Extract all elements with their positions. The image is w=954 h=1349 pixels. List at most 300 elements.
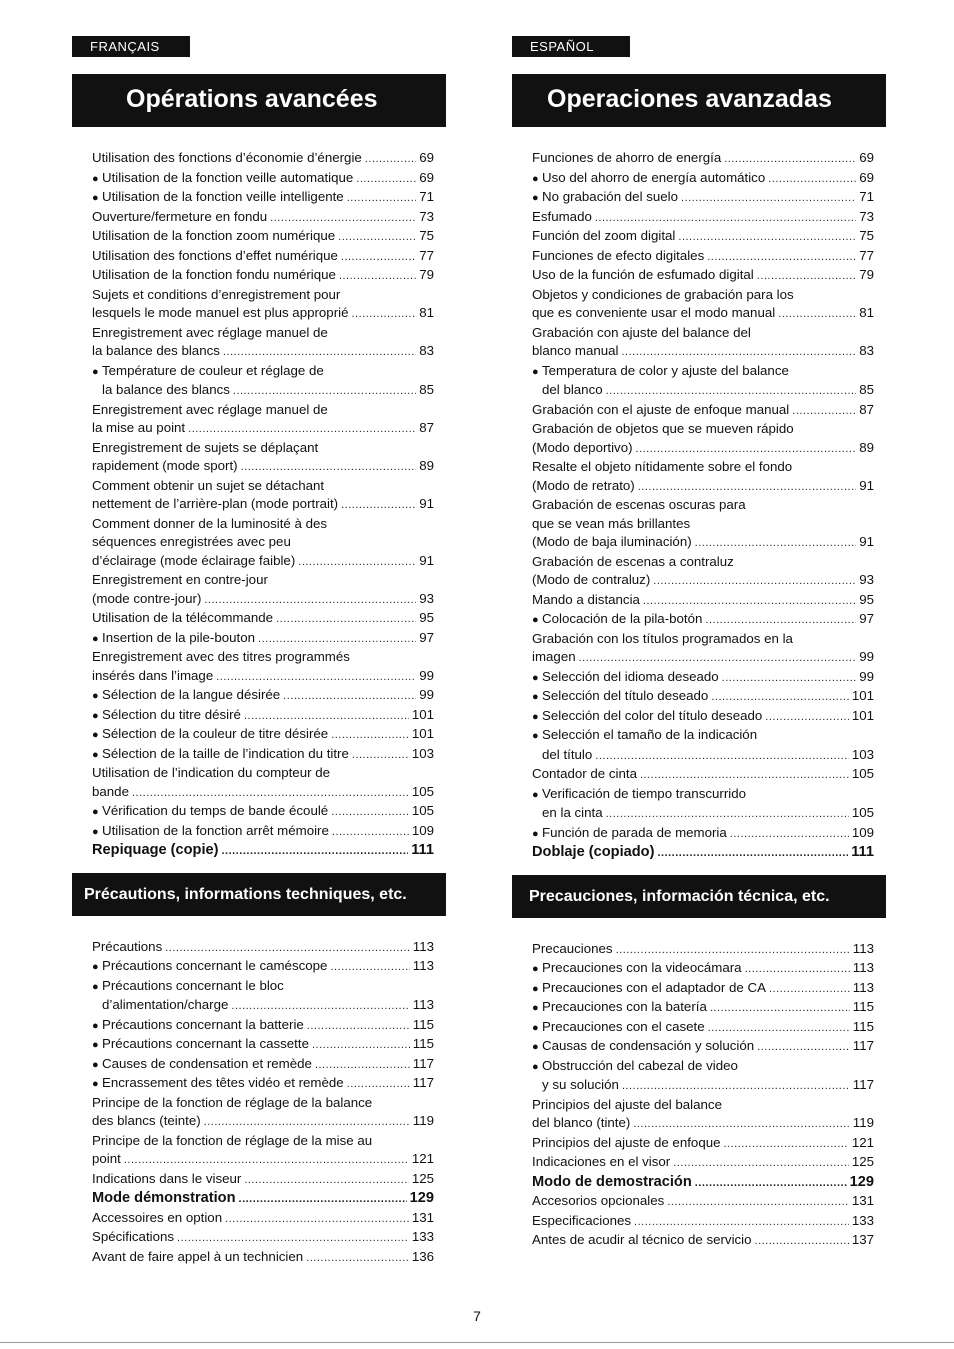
toc-entry-title: (Modo de baja iluminación) bbox=[532, 534, 692, 549]
toc-entry bbox=[92, 169, 434, 189]
toc-entry bbox=[532, 785, 874, 805]
toc-entry-page: 109 bbox=[411, 822, 434, 838]
bullet-icon: ● bbox=[92, 1058, 99, 1071]
dot-leader bbox=[341, 496, 416, 515]
toc-entry-title: Colocación de la pila-botón bbox=[542, 611, 703, 626]
toc-entry-page: 119 bbox=[412, 1113, 434, 1128]
dot-leader bbox=[606, 382, 857, 401]
toc-entry bbox=[532, 610, 874, 630]
bullet-icon: ● bbox=[92, 748, 99, 761]
toc-entry bbox=[92, 1170, 434, 1190]
dot-leader bbox=[283, 687, 416, 706]
toc-entry-title: Enregistrement avec des titres programmés bbox=[92, 649, 350, 664]
toc-entry bbox=[92, 419, 434, 439]
dot-leader bbox=[643, 592, 856, 611]
toc-entry-title: d’éclairage (mode éclairage faible) bbox=[92, 552, 296, 568]
toc-entry bbox=[532, 381, 874, 401]
toc-entry-page: 83 bbox=[859, 343, 874, 358]
toc-entry-title: rapidement (mode sport) bbox=[92, 458, 238, 473]
toc-entry bbox=[532, 266, 874, 286]
toc-entry-title: Uso del ahorro de energía automático bbox=[542, 169, 766, 185]
toc-entry-title: bande bbox=[92, 783, 129, 799]
dot-leader bbox=[730, 825, 849, 844]
dot-leader bbox=[711, 688, 848, 707]
toc-entry-title: d’alimentation/charge bbox=[102, 997, 229, 1012]
toc-entry-page: 101 bbox=[851, 707, 874, 723]
bullet-icon: ● bbox=[92, 980, 99, 993]
toc-entry-title: Selección el tamaño de la indicación bbox=[542, 727, 758, 742]
toc-entry bbox=[92, 495, 434, 515]
toc-entry-title: y su solución bbox=[542, 1077, 619, 1092]
dot-leader bbox=[258, 630, 416, 649]
toc-entry-page: 89 bbox=[419, 458, 434, 473]
toc-entry-page: 115 bbox=[852, 999, 874, 1014]
toc-entry bbox=[532, 1057, 874, 1077]
toc-entry bbox=[532, 1096, 874, 1115]
toc-entry bbox=[92, 1132, 434, 1151]
bullet-icon: ● bbox=[92, 825, 99, 838]
toc-entry-page: 83 bbox=[419, 343, 434, 358]
toc-entry-title: Utilisation des fonctions d’économie d’énergie bbox=[92, 150, 362, 165]
dot-leader bbox=[225, 1210, 409, 1229]
toc-entry bbox=[92, 1035, 434, 1055]
dot-leader bbox=[244, 707, 409, 726]
toc-entry-title: Objetos y condiciones de grabación para los bbox=[532, 286, 794, 302]
bullet-icon: ● bbox=[532, 788, 539, 801]
dot-leader bbox=[708, 1019, 850, 1038]
toc-entry-page: 85 bbox=[419, 382, 434, 397]
toc-entry bbox=[92, 1094, 434, 1113]
toc-entry bbox=[532, 188, 874, 208]
toc-entry-title: Uso de la función de esfumado digital bbox=[532, 267, 754, 282]
toc-entry bbox=[92, 401, 434, 420]
dot-leader bbox=[768, 170, 856, 189]
toc-entry-title: Selección del idioma deseado bbox=[542, 668, 719, 684]
toc-entry-page: 69 bbox=[859, 150, 874, 165]
toc-entry-page: 121 bbox=[851, 1134, 874, 1150]
toc-entry-title: del blanco (tinte) bbox=[532, 1115, 631, 1130]
toc-entry-title: imagen bbox=[532, 649, 576, 664]
toc-entry-title: Especificaciones bbox=[532, 1212, 632, 1228]
toc-entry bbox=[92, 266, 434, 286]
toc-entry bbox=[92, 609, 434, 629]
toc-entry-title: lesquels le mode manuel est plus approprié bbox=[92, 305, 349, 320]
bullet-icon: ● bbox=[532, 365, 539, 378]
dot-leader bbox=[673, 1154, 849, 1173]
toc-entry-title: Enregistrement en contre-jour bbox=[92, 572, 268, 587]
toc-entry-page: 93 bbox=[419, 590, 434, 606]
toc-entry-page: 111 bbox=[851, 844, 874, 860]
toc-entry-page: 105 bbox=[851, 805, 874, 820]
dot-leader bbox=[622, 1077, 850, 1096]
toc-entry bbox=[92, 477, 434, 496]
toc-entry-page: 99 bbox=[859, 668, 874, 684]
dot-leader bbox=[244, 1171, 409, 1190]
toc-entry bbox=[532, 824, 874, 844]
bullet-icon: ● bbox=[532, 730, 539, 742]
bullet-icon: ● bbox=[532, 1002, 539, 1014]
toc-entry-title: Precauciones con la videocámara bbox=[542, 960, 742, 975]
toc-entry-title: Grabación con ajuste del balance del bbox=[532, 324, 751, 340]
dot-leader bbox=[347, 189, 417, 208]
toc-entry-title: (Modo de contraluz) bbox=[532, 572, 651, 587]
dot-leader bbox=[792, 402, 856, 421]
toc-entry bbox=[92, 439, 434, 458]
toc-entry bbox=[92, 1209, 434, 1229]
bullet-icon: ● bbox=[92, 192, 99, 204]
dot-leader bbox=[769, 980, 850, 999]
toc-list-advanced-operations-french bbox=[72, 149, 448, 861]
dot-leader bbox=[223, 343, 416, 362]
dot-leader bbox=[339, 267, 416, 286]
bullet-icon: ● bbox=[92, 172, 99, 185]
section-title-advanced-operations-spanish: Operaciones avanzadas bbox=[512, 74, 886, 127]
dot-leader bbox=[640, 766, 849, 785]
toc-entry-title: Doblaje (copiado) bbox=[532, 844, 655, 860]
dot-leader bbox=[352, 746, 409, 765]
toc-entry bbox=[92, 1055, 434, 1075]
toc-entry bbox=[532, 1037, 874, 1057]
toc-entry-page: 99 bbox=[419, 667, 434, 683]
toc-entry bbox=[532, 553, 874, 572]
toc-entry-title: Principe de la fonction de réglage de la balance bbox=[92, 1094, 373, 1110]
dot-leader bbox=[681, 189, 856, 208]
toc-entry bbox=[532, 324, 874, 343]
toc-entry-title: Avant de faire appel à un technicien bbox=[92, 1248, 304, 1264]
toc-entry bbox=[532, 420, 874, 439]
bullet-icon: ● bbox=[92, 632, 99, 645]
bullet-icon: ● bbox=[92, 690, 99, 702]
toc-list-precautions-french bbox=[72, 938, 448, 1268]
dot-leader bbox=[579, 649, 857, 668]
toc-entry-page: 79 bbox=[859, 267, 874, 282]
dot-leader bbox=[695, 534, 857, 553]
toc-entry-title: Utilisation des fonctions d’effet numérique bbox=[92, 247, 338, 263]
toc-entry-title: Encrassement des têtes vidéo et remède bbox=[102, 1075, 344, 1090]
toc-entry-title: Principe de la fonction de réglage de la mise au bbox=[92, 1132, 373, 1148]
toc-entry-page: 91 bbox=[859, 477, 874, 493]
toc-entry bbox=[532, 843, 874, 863]
toc-entry-page: 115 bbox=[412, 1036, 434, 1051]
footer-rule bbox=[0, 1342, 954, 1343]
toc-entry bbox=[92, 362, 434, 382]
toc-entry bbox=[532, 998, 874, 1018]
bullet-icon: ● bbox=[92, 806, 99, 818]
toc-entry-page: 69 bbox=[419, 150, 434, 165]
toc-entry-page: 136 bbox=[411, 1248, 434, 1264]
toc-entry-page: 97 bbox=[419, 629, 434, 645]
dot-leader bbox=[165, 939, 410, 958]
toc-entry bbox=[532, 169, 874, 189]
dot-leader bbox=[755, 1232, 849, 1251]
toc-entry-title: Grabación con los títulos programados en la bbox=[532, 630, 793, 646]
toc-entry bbox=[92, 533, 434, 552]
toc-entry-page: 113 bbox=[852, 960, 874, 975]
toc-entry-title: Utilisation de la télécommande bbox=[92, 610, 274, 625]
toc-entry-title: Utilisation de la fonction zoom numérique bbox=[92, 228, 336, 243]
toc-entry-page: 99 bbox=[859, 649, 874, 664]
dot-leader bbox=[332, 823, 409, 842]
toc-entry-page: 117 bbox=[852, 1077, 874, 1092]
toc-entry-title: Precauciones bbox=[532, 940, 613, 956]
toc-entry bbox=[532, 401, 874, 421]
toc-entry bbox=[532, 515, 874, 534]
toc-entry-page: 105 bbox=[851, 766, 874, 781]
dot-leader bbox=[616, 941, 850, 960]
toc-entry-title: Comment donner de la luminosité à des bbox=[92, 515, 328, 531]
toc-entry-page: 117 bbox=[412, 1075, 434, 1090]
toc-entry-title: Sujets et conditions d’enregistrement pour bbox=[92, 286, 341, 302]
toc-entry-title: Precauciones con el casete bbox=[542, 1018, 705, 1034]
toc-entry-title: Selección del color del título deseado bbox=[542, 707, 763, 723]
toc-entry bbox=[92, 629, 434, 649]
dot-leader bbox=[312, 1036, 410, 1055]
toc-entry-page: 75 bbox=[419, 228, 434, 243]
toc-entry-page: 71 bbox=[419, 189, 434, 204]
toc-entry-title: Precauciones con la batería bbox=[542, 999, 707, 1014]
toc-entry-page: 101 bbox=[851, 688, 874, 703]
toc-entry-title: Enregistrement avec réglage manuel de bbox=[92, 324, 328, 340]
dot-leader bbox=[315, 1056, 410, 1075]
dot-leader bbox=[634, 1213, 849, 1232]
toc-entry-title: la mise au point bbox=[92, 420, 186, 435]
bullet-icon: ● bbox=[92, 1078, 99, 1090]
toc-entry bbox=[532, 439, 874, 459]
dot-leader bbox=[338, 228, 416, 247]
toc-entry-page: 91 bbox=[859, 534, 874, 549]
toc-entry bbox=[532, 746, 874, 766]
toc-entry-title: que es conveniente usar el modo manual bbox=[532, 305, 776, 320]
toc-entry-page: 87 bbox=[859, 401, 874, 417]
dot-leader bbox=[778, 305, 856, 324]
dot-leader bbox=[124, 1151, 409, 1170]
toc-entry bbox=[532, 804, 874, 824]
toc-entry-title: Insertion de la pile-bouton bbox=[102, 629, 256, 645]
dot-leader bbox=[657, 844, 848, 863]
toc-entry bbox=[92, 977, 434, 997]
toc-entry bbox=[92, 841, 434, 861]
bullet-icon: ● bbox=[532, 710, 539, 723]
toc-entry bbox=[532, 1173, 874, 1193]
toc-entry bbox=[532, 707, 874, 727]
toc-entry-title: Spécifications bbox=[92, 1229, 175, 1244]
toc-entry bbox=[92, 515, 434, 534]
toc-entry-title: del blanco bbox=[542, 382, 603, 397]
toc-entry-page: 117 bbox=[412, 1055, 434, 1071]
toc-entry bbox=[92, 286, 434, 305]
dot-leader bbox=[745, 960, 850, 979]
toc-entry-title: Indications dans le viseur bbox=[92, 1170, 242, 1186]
dot-leader bbox=[233, 382, 416, 401]
toc-entry bbox=[92, 227, 434, 247]
dot-leader bbox=[241, 458, 417, 477]
bullet-icon: ● bbox=[532, 614, 539, 626]
toc-entry-page: 113 bbox=[852, 940, 874, 956]
toc-list-advanced-operations-spanish bbox=[512, 149, 888, 863]
toc-entry bbox=[532, 342, 874, 362]
toc-entry-page: 101 bbox=[411, 726, 434, 741]
dot-leader bbox=[341, 248, 416, 267]
toc-entry bbox=[92, 996, 434, 1016]
toc-entry-title: Principios del ajuste de enfoque bbox=[532, 1134, 721, 1150]
toc-entry-title: Sélection du titre désiré bbox=[102, 706, 241, 722]
toc-entry-title: (Modo deportivo) bbox=[532, 439, 633, 455]
page-number: 7 bbox=[473, 1308, 481, 1324]
toc-entry-title: Précautions concernant le caméscope bbox=[102, 958, 328, 973]
toc-entry-page: 125 bbox=[411, 1170, 434, 1186]
toc-entry-page: 81 bbox=[419, 305, 434, 320]
toc-entry-page: 131 bbox=[851, 1193, 874, 1208]
dot-leader bbox=[222, 842, 409, 861]
bullet-icon: ● bbox=[92, 1019, 99, 1032]
toc-entry bbox=[532, 1076, 874, 1096]
toc-entry-title: Accesorios opcionales bbox=[532, 1193, 665, 1208]
dot-leader bbox=[653, 572, 856, 591]
toc-entry bbox=[532, 1212, 874, 1232]
dot-leader bbox=[705, 611, 856, 630]
toc-entry bbox=[532, 1018, 874, 1038]
toc-entry-page: 113 bbox=[412, 958, 434, 973]
toc-entry-title: Causas de condensación y solución bbox=[542, 1038, 755, 1053]
toc-entry bbox=[92, 957, 434, 977]
dot-leader bbox=[622, 343, 857, 362]
toc-entry-title: Resalte el objeto nítidamente sobre el fondo bbox=[532, 459, 793, 474]
toc-entry-page: 73 bbox=[859, 208, 874, 224]
toc-entry-page: 103 bbox=[411, 745, 434, 761]
dot-leader bbox=[204, 1113, 410, 1132]
toc-entry-title: Enregistrement de sujets se déplaçant bbox=[92, 439, 319, 455]
dot-leader bbox=[722, 669, 857, 688]
toc-entry-page: 77 bbox=[419, 247, 434, 263]
section-title-precautions-french: Précautions, informations techniques, etc. bbox=[72, 873, 446, 916]
dot-leader bbox=[724, 1135, 849, 1154]
toc-entry bbox=[532, 571, 874, 591]
dot-leader bbox=[307, 1017, 410, 1036]
toc-entry-title: Mode démonstration bbox=[92, 1190, 236, 1206]
toc-entry bbox=[92, 571, 434, 590]
toc-entry-title: Función del zoom digital bbox=[532, 228, 676, 243]
bullet-icon: ● bbox=[532, 192, 539, 204]
toc-entry-title: Précautions concernant la cassette bbox=[102, 1036, 309, 1051]
toc-entry-page: 99 bbox=[419, 687, 434, 702]
bullet-icon: ● bbox=[532, 1060, 539, 1073]
toc-entry-page: 119 bbox=[852, 1115, 874, 1130]
toc-entry-title: Utilisation de la fonction arrêt mémoire bbox=[102, 822, 329, 838]
toc-entry-page: 95 bbox=[859, 591, 874, 607]
toc-entry bbox=[92, 1112, 434, 1132]
toc-entry-title: Ouverture/fermeture en fondu bbox=[92, 208, 268, 224]
toc-entry bbox=[92, 342, 434, 362]
toc-entry bbox=[532, 668, 874, 688]
toc-entry-page: 115 bbox=[852, 1018, 874, 1034]
dot-leader bbox=[239, 1190, 407, 1209]
toc-entry bbox=[532, 1114, 874, 1134]
dot-leader bbox=[231, 997, 409, 1016]
toc-entry-page: 133 bbox=[411, 1229, 434, 1244]
toc-entry-page: 97 bbox=[859, 611, 874, 626]
toc-entry-title: Utilisation de la fonction veille intelligente bbox=[102, 189, 344, 204]
toc-entry-title: Temperatura de color y ajuste del balance bbox=[542, 362, 789, 378]
toc-entry-title: Grabación de escenas a contraluz bbox=[532, 553, 734, 569]
dot-leader bbox=[132, 784, 409, 803]
toc-entry-page: 95 bbox=[419, 610, 434, 625]
toc-entry-page: 117 bbox=[852, 1038, 874, 1053]
toc-entry-title: Verificación de tiempo transcurrido bbox=[542, 785, 746, 801]
toc-entry-page: 137 bbox=[851, 1232, 874, 1247]
toc-entry bbox=[92, 381, 434, 401]
toc-entry bbox=[532, 648, 874, 668]
dot-leader bbox=[188, 420, 416, 439]
toc-entry-page: 93 bbox=[859, 572, 874, 587]
toc-entry bbox=[92, 149, 434, 169]
toc-entry bbox=[92, 667, 434, 687]
toc-entry-title: la balance des blancs bbox=[102, 382, 230, 397]
toc-entry-title: (mode contre-jour) bbox=[92, 590, 202, 606]
toc-entry bbox=[532, 286, 874, 305]
toc-entry-title: la balance des blancs bbox=[92, 343, 220, 358]
dot-leader bbox=[678, 228, 856, 247]
toc-entry bbox=[532, 227, 874, 247]
toc-entry-title: en la cinta bbox=[542, 805, 603, 820]
toc-entry-title: Mando a distancia bbox=[532, 591, 640, 607]
section-title-advanced-operations-french: Opérations avancées bbox=[72, 74, 446, 127]
dot-leader bbox=[365, 150, 416, 169]
bullet-icon: ● bbox=[532, 827, 539, 840]
dot-leader bbox=[667, 1193, 849, 1212]
dot-leader bbox=[710, 999, 850, 1018]
toc-entry-title: Repiquage (copie) bbox=[92, 842, 219, 858]
toc-entry bbox=[92, 938, 434, 958]
dot-leader bbox=[633, 1115, 849, 1134]
toc-entry bbox=[92, 304, 434, 324]
toc-entry-title: Grabación con el ajuste de enfoque manual bbox=[532, 401, 790, 417]
toc-entry bbox=[532, 477, 874, 497]
toc-entry-title: Esfumado bbox=[532, 208, 592, 224]
toc-entry-title: (Modo de retrato) bbox=[532, 477, 635, 493]
toc-entry-page: 81 bbox=[859, 305, 874, 320]
dot-leader bbox=[331, 726, 409, 745]
toc-entry-title: del título bbox=[542, 746, 593, 762]
toc-entry bbox=[532, 687, 874, 707]
toc-entry bbox=[532, 765, 874, 785]
toc-entry-title: Précautions concernant le bloc bbox=[102, 977, 284, 993]
toc-entry bbox=[532, 533, 874, 553]
toc-entry bbox=[532, 1134, 874, 1154]
toc-entry-title: Principios del ajuste del balance bbox=[532, 1096, 722, 1112]
toc-entry bbox=[92, 208, 434, 228]
section-title-precautions-spanish: Precauciones, información técnica, etc. bbox=[512, 875, 886, 918]
toc-entry bbox=[532, 496, 874, 515]
toc-entry-page: 87 bbox=[419, 420, 434, 435]
toc-entry-page: 69 bbox=[419, 169, 434, 185]
dot-leader bbox=[636, 440, 857, 459]
bullet-icon: ● bbox=[92, 729, 99, 741]
toc-entry-title: Utilisation de l’indication du compteur de bbox=[92, 765, 331, 780]
toc-entry bbox=[92, 1150, 434, 1170]
toc-entry-title: Indicaciones en el visor bbox=[532, 1154, 671, 1169]
toc-entry bbox=[92, 1016, 434, 1036]
bullet-icon: ● bbox=[532, 691, 539, 703]
french-column bbox=[72, 36, 448, 1267]
toc-entry-page: 111 bbox=[411, 842, 434, 858]
toc-entry-page: 75 bbox=[859, 228, 874, 243]
bullet-icon: ● bbox=[532, 1021, 539, 1034]
toc-entry bbox=[532, 362, 874, 382]
dot-leader bbox=[606, 805, 849, 824]
toc-entry bbox=[532, 1231, 874, 1251]
dot-leader bbox=[352, 305, 417, 324]
bullet-icon: ● bbox=[92, 709, 99, 722]
